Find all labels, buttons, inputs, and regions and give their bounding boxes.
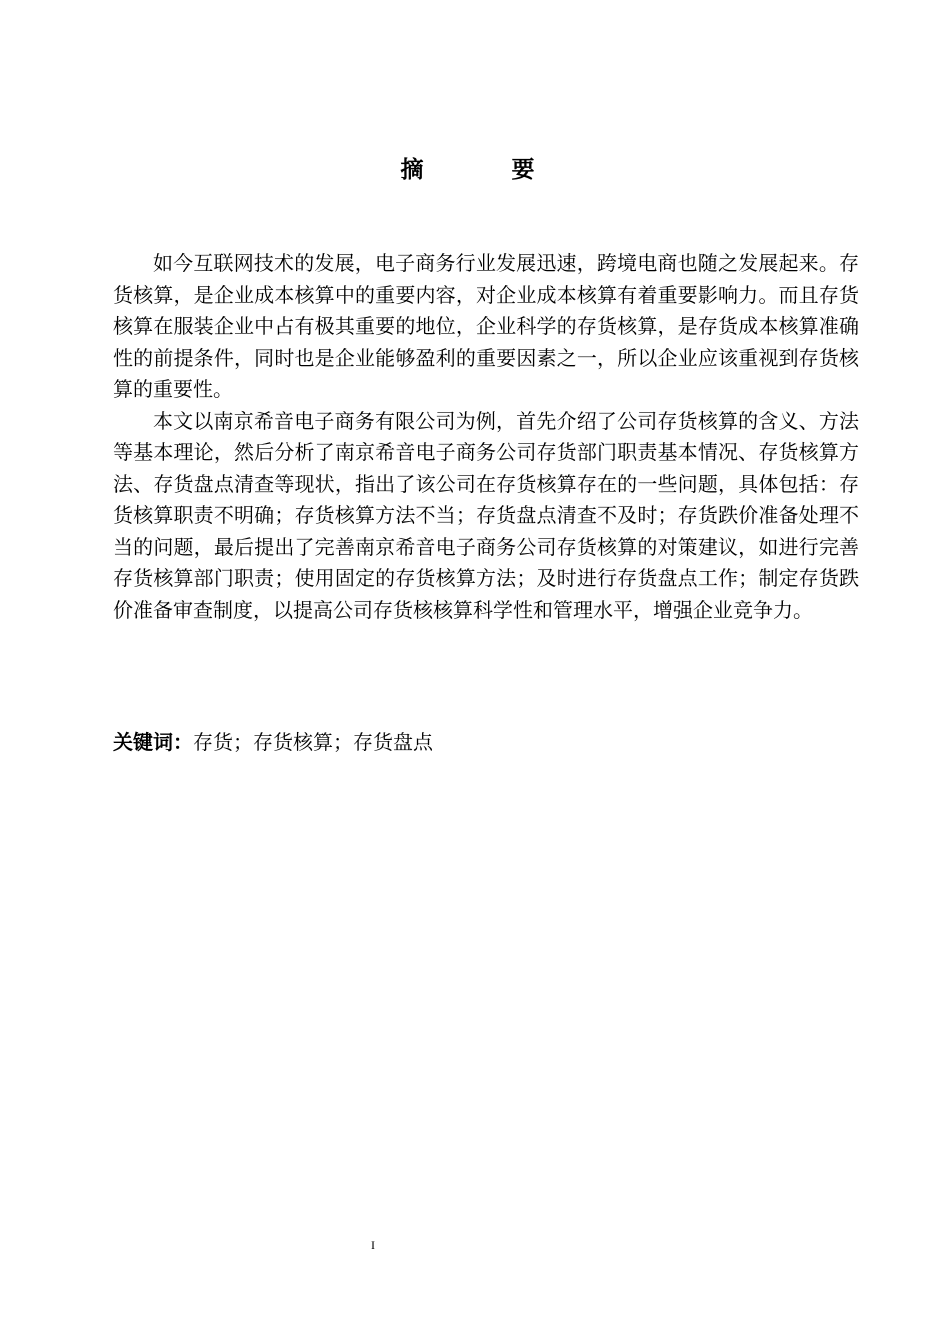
page-number: I <box>371 1238 375 1252</box>
abstract-title: 摘 要 <box>400 157 575 183</box>
keywords-value: 存货；存货核算；存货盘点 <box>193 730 433 754</box>
abstract-paragraph-1: 如今互联网技术的发展，电子商务行业发展迅速，跨境电商也随之发展起来。存货核算，是企业成本核算中的重要内容，对企业成本核算有着重要影响力。而且存货核算在服装企业中占有极其重要的地位，企业科学的存货核算，是存货成本核算准确性的前提条件，同时也是企业能够盈利的重要因素之一，所以企业应该重视到存货核算的重要性。 <box>113 251 859 401</box>
keywords-line <box>113 727 859 759</box>
keywords-label: 关键词： <box>113 730 193 754</box>
abstract-paragraph-2: 本文以南京希音电子商务有限公司为例，首先介绍了公司存货核算的含义、方法等基本理论，然后分析了南京希音电子商务公司存货部门职责基本情况、存货核算方法、存货盘点清查等现状，指出了该公司在存货核算存在的一些问题，具体包括：存货核算职责不明确；存货核算方法不当；存货盘点清查不及时；存货跌价准备处理不当的问题，最后提出了完善南京希音电子商务公司存货核算的对策建议，如进行完善存货核算部门职责；使用固定的存货核算方法；及时进行存货盘点工作；制定存货跌价准备审查制度，以提高公司存货核核算科学性和管理水平，增强企业竞争力。 <box>113 408 859 622</box>
abstract-body <box>113 248 859 626</box>
